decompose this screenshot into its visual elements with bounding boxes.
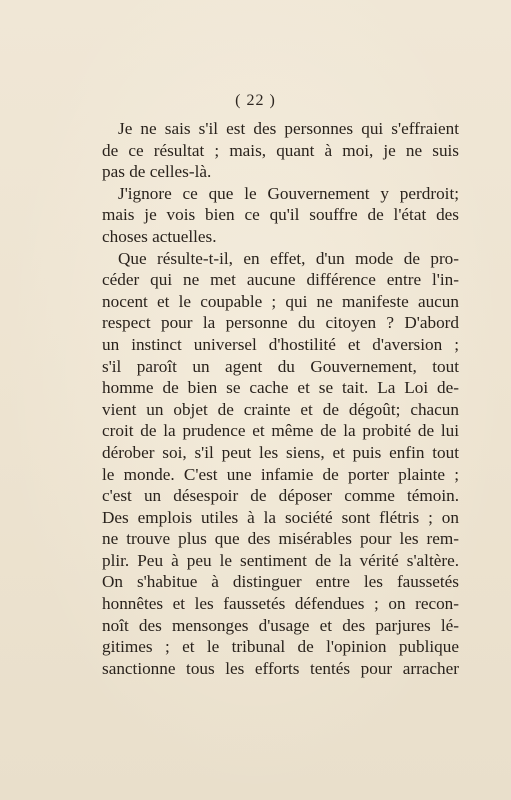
text-line: dérober soi, s'il peut les siens, et puis enfin tout [102,442,459,462]
text-line: un instinct universel d'hostilité et d'aversion ; [102,334,459,354]
body-text [102,118,459,679]
text-line: plir. Peu à peu le sentiment de la vérité s'altère. [102,550,459,570]
text-line: pas de celles-là. [102,162,212,182]
text-line: choses actuelles. [102,226,217,246]
text-line: de ce résultat ; mais, quant à moi, je ne suis [102,140,459,160]
text-line: noît des mensonges d'usage et des parjures lé- [102,615,459,635]
page-number: ( 22 ) [235,92,276,109]
text-line: Je ne sais s'il est des personnes qui s'effraient [118,119,459,138]
text-line: croit de la prudence et même de la probité de lui [102,421,459,441]
text-line: gitimes ; et le tribunal de l'opinion publique [102,637,459,657]
text-line: Des emplois utiles à la société sont flétris ; on [102,507,459,527]
text-line: nocent et le coupable ; qui ne manifeste aucun [102,291,459,311]
text-line: honnêtes et les faussetés défendues ; on recon- [102,594,459,614]
text-line: J'ignore ce que le Gouvernement y perdroit; [118,183,459,203]
text-line: homme de bien se cache et se tait. La Loi de- [102,378,459,398]
text-line: On s'habitue à distinguer entre les faussetés [102,572,459,592]
text-line: Que résulte-t-il, en effet, d'un mode de pro- [118,248,459,268]
text-line: vient un objet de crainte et de dégoût; chacun [102,399,459,419]
text-line: respect pour la personne du citoyen ? D'abord [102,313,459,333]
text-line: céder qui ne met aucune différence entre l'in- [102,270,459,290]
text-line: sanctionne tous les efforts tentés pour arracher [102,658,459,678]
text-line: s'il paroît un agent du Gouvernement, tout [102,356,459,376]
text-line: c'est un désespoir de déposer comme témoin. [102,486,459,506]
text-line: mais je vois bien ce qu'il souffre de l'état des [102,205,459,225]
text-line: ne trouve plus que des misérables pour les rem- [102,529,459,549]
text-line: le monde. C'est une infamie de porter plainte ; [102,464,459,484]
